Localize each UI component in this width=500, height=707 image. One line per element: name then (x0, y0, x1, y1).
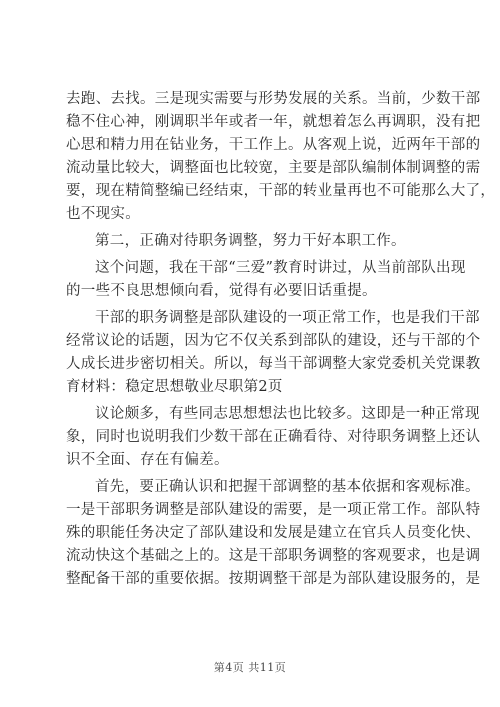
text-line: 流动快这个基础之上的。这是干部职务调整的客观要求，也是调 (66, 548, 481, 564)
text-line: 也不现实。 (66, 206, 140, 222)
text-line: 人成长进步密切相关。所以，每当干部调整大家党委机关党课教 (66, 356, 481, 372)
page-footer: 第4页 共11页 (213, 661, 287, 674)
text-line: 整配备干部的重要依据。按期调整干部是为部队建设服务的，是 (66, 571, 481, 587)
text-line: 的一些不良思想倾向看，觉得有必要旧话重提。 (66, 283, 377, 299)
text-line: 干部的职务调整是部队建设的一项正常工作，也是我们干部 (95, 310, 480, 326)
text-line: 一是干部职务调整是部队建设的需要，是一项正常工作。部队特 (66, 502, 481, 518)
text-line: 殊的职能任务决定了部队建设和发展是建立在官兵人员变化快、 (66, 525, 481, 541)
paragraph-6 (66, 476, 481, 591)
paragraph-4 (66, 307, 481, 399)
text-line: 第二，正确对待职务调整，努力干好本职工作。 (95, 233, 406, 249)
text-line: 去跑、去找。三是现实需要与形势发展的关系。当前，少数干部 (66, 91, 481, 107)
text-line: 心思和精力用在钻业务，干工作上。从客观上说，近两年干部的 (66, 137, 481, 153)
text-line: 象，同时也说明我们少数干部在正确看待、对待职务调整上还认 (66, 429, 481, 445)
text-line: 这个问题，我在干部“三爱”教育时讲过，从当前部队出现 (95, 260, 466, 276)
text-line: 首先，要正确认识和把握干部调整的基本依据和客观标准。 (95, 479, 480, 495)
text-line: 稳不住心神，刚调职半年或者一年，就想着怎么再调职，没有把 (66, 114, 481, 130)
document-body (66, 88, 496, 591)
paragraph-5 (66, 403, 481, 472)
paragraph-1 (66, 88, 496, 226)
text-line: 经常议论的话题，因为它不仅关系到部队的建设，还与干部的个 (66, 333, 481, 349)
paragraph-2-heading (66, 230, 451, 253)
paragraph-3 (66, 257, 466, 303)
text-line: 育材料：稳定思想敬业尽职第2页 (66, 379, 283, 395)
text-line: 要，现在精简整编已经结束，干部的转业量再也不可能那么大了， (66, 183, 496, 199)
text-line: 议论颇多，有些同志思想想法也比较多。这即是一种正常现 (95, 406, 480, 422)
text-line: 识不全面、存在有偏差。 (66, 452, 229, 468)
text-line: 流动量比较大，调整面也比较宽，主要是部队编制体制调整的需 (66, 160, 481, 176)
